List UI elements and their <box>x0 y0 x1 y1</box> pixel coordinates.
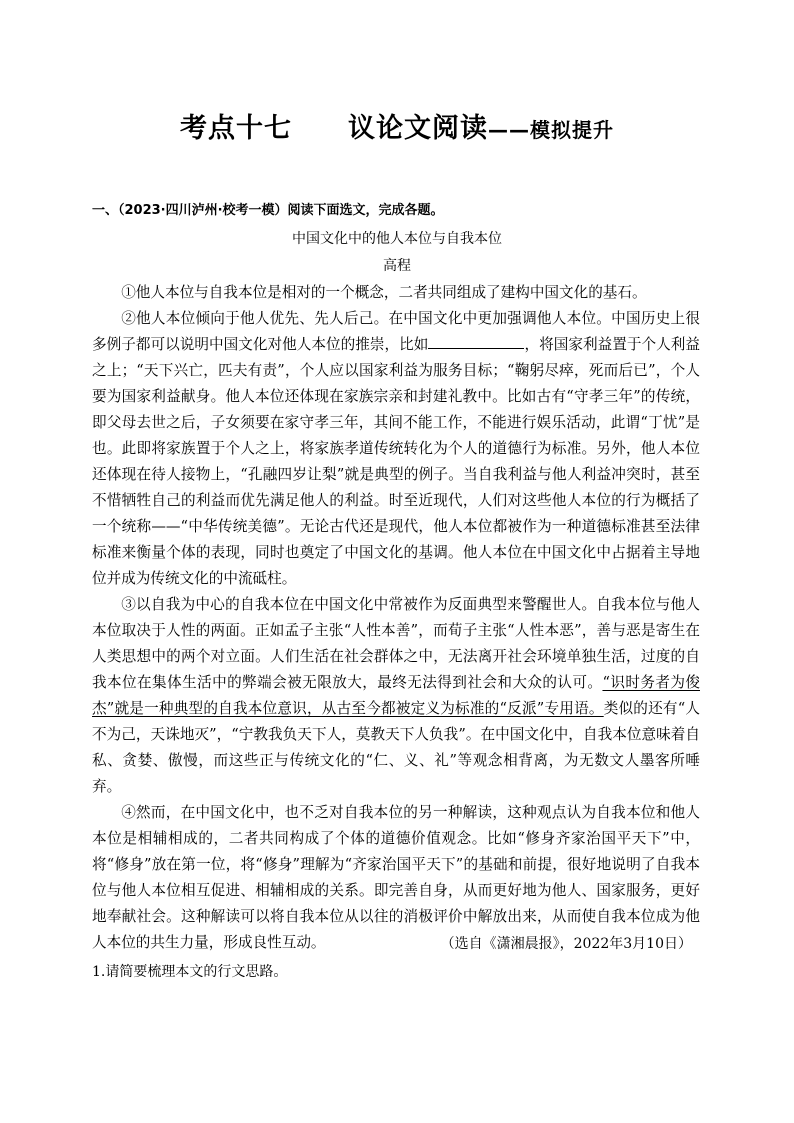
article-title: 中国文化中的他人本位与自我本位 <box>292 231 502 247</box>
title-sub: ——模拟提升 <box>488 118 614 142</box>
paragraph-2-part-a: ②他人本位倾向于他人优先、先人后己。在中国文化中更加强调他人本位。中国历史上很多例子都可以说明中国文化对他人本位的推崇，比如 <box>92 310 700 353</box>
underlined-sentence: “识时务者为俊杰”就是一种典型的自我本位意识，从古至今都被定义为标准的“反派”专用语。 <box>92 674 700 717</box>
question-1: 1.请简要梳理本文的行文思路。 <box>92 964 288 980</box>
title-main: 考点十七 <box>180 113 292 144</box>
article-source: （选自《潇湘晨报》，2022年3月10日） <box>440 936 692 952</box>
paragraph-2-part-b: ，将国家利益置于个人利益之上；“天下兴亡，匹夫有责”，个人应以国家利益为服务目标；“鞠躬尽瘁，死而后已”，个人要为国家利益献身。他人本位还体现在家族宗亲和封建礼教中。比如古有“守孝三年”的传统，即父母去世之后，子女须要在家守孝三年，其间不能工作，不能进行娱乐活动，此谓“丁忧”是也。此即将家族置于个人之上，将家族孝道传统转化为个人的道德行为标准。另外，他人本位还体现在待人接物上，“孔融四岁让梨”就是典型的例子。当自我利益与他人利益冲突时，甚至不惜牺牲自己的利益而优先满足他人的利益。时至近现代，人们对这些他人本位的行为概括了一个统称——“中华传统美德”。无论古代还是现代，他人本位都被作为一种道德标准甚至法律标准来衡量个体的表现，同时也奠定了中国文化的基调。他人本位在中国文化中占据着主导地位并成为传统文化的中流砥柱。 <box>92 336 700 587</box>
article-author: 高程 <box>383 258 411 274</box>
question-heading: 一、（2023·四川泸州·校考一模）阅读下面选文，完成各题。 <box>92 203 444 218</box>
fill-in-blank <box>428 333 524 349</box>
paragraph-3 <box>92 592 700 800</box>
paragraph-3-part-b: 类似的还有“人不为己，天诛地灭”，“宁教我负天下人，莫教天下人负我”。在中国文化中，自我本位意味着自私、贪婪、傲慢，而这些正与传统文化的“仁、义、礼”等观念相背离，为无数文人墨客所唾弃。 <box>92 700 700 795</box>
paragraph-4: ④然而，在中国文化中，也不乏对自我本位的另一种解读，这种观点认为自我本位和他人本位是相辅相成的，二者共同构成了个体的道德价值观念。比如“修身齐家治国平天下”中，将“修身”放在第一位，将“修身”理解为“齐家治国平天下”的基础和前提，很好地说明了自我本位与他人本位相互促进、相辅相成的关系。即完善自身，从而更好地为他人、国家服务，更好地奉献社会。这种解读可以将自我本位从以往的消极评价中解放出来，从而使自我本位成为他人本位的共生力量，形成良性互动。 <box>92 804 700 951</box>
article-body <box>92 280 700 956</box>
paragraph-3-part-a: ③以自我为中心的自我本位在中国文化中常被作为反面典型来警醒世人。自我本位与他人本位取决于人性的两面。正如孟子主张“人性本善”，而荀子主张“人性本恶”，善与恶是寄生在人类思想中的两个对立面。人们生活在社会群体之中，无法离开社会环境单独生活，过度的自我本位在集体生活中的弊端会被无限放大，最终无法得到社会和大众的认可。 <box>92 596 700 691</box>
page-title <box>0 106 794 145</box>
paragraph-1: ①他人本位与自我本位是相对的一个概念，二者共同组成了建构中国文化的基石。 <box>121 284 647 301</box>
paragraph-2 <box>92 306 700 592</box>
title-second: 议论文阅读 <box>348 113 488 144</box>
